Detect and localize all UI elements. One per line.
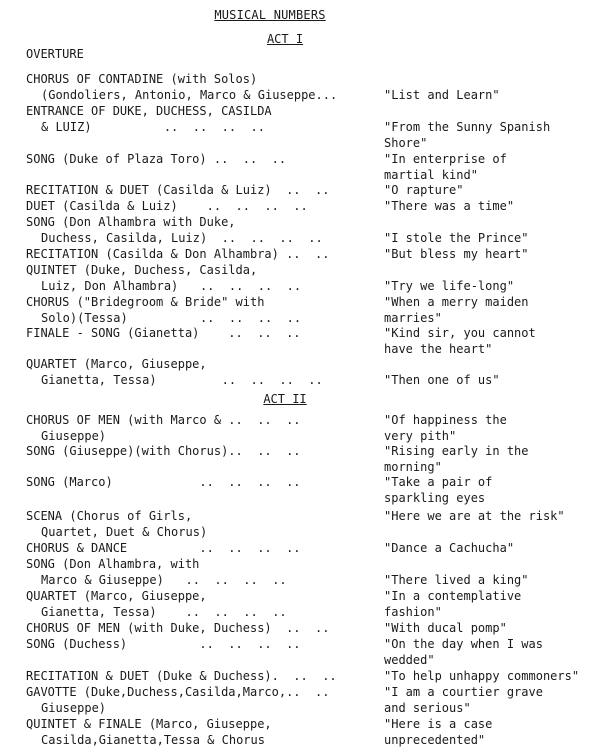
number-title (26, 262, 381, 294)
song-first-line-text: morning" (384, 460, 442, 474)
song-first-line-text (384, 214, 600, 230)
number-title (26, 151, 381, 167)
number-title-line: Giuseppe) (41, 429, 107, 443)
number-title-line: QUARTET (Marco, Giuseppe, (26, 589, 207, 603)
number-title-line: CHORUS OF MEN (with Duke, Duchess) .. .. (26, 621, 330, 635)
song-first-line-text: "O rapture" (384, 183, 464, 197)
song-first-line-text: fashion" (384, 605, 442, 619)
song-first-line (384, 588, 600, 620)
number-title-line: FINALE - SONG (Gianetta) .. .. .. (26, 326, 301, 340)
number-title-line: RECITATION & DUET (Casilda & Luiz) .. .. (26, 183, 330, 197)
number-title-line: ENTRANCE OF DUKE, DUCHESS, CASILDA (26, 104, 272, 118)
number-title (26, 325, 381, 341)
song-first-line-text: wedded" (384, 653, 435, 667)
song-first-line-text: "With ducal pomp" (384, 621, 507, 635)
song-first-line-text: "Here is a case (384, 717, 493, 731)
song-first-line (384, 540, 600, 556)
number-title (26, 556, 381, 588)
song-first-line-text: "There lived a king" (384, 573, 529, 587)
song-first-line-text: "From the Sunny Spanish (384, 120, 551, 134)
number-title-line: SCENA (Chorus of Girls, (26, 509, 193, 523)
song-first-line (384, 103, 600, 151)
song-first-line (384, 71, 600, 103)
song-first-line (384, 294, 600, 326)
number-title (26, 474, 381, 490)
number-title (26, 636, 381, 652)
song-first-line (384, 620, 600, 636)
song-first-line-text: "To help unhappy commoners" (384, 669, 580, 683)
number-title-line: RECITATION & DUET (Duke & Duchess). .. .. (26, 669, 337, 683)
song-first-line (384, 262, 600, 294)
song-first-line-text: "I am a courtier grave (384, 685, 543, 699)
song-first-line-text: "Of happiness the (384, 413, 507, 427)
number-title-line: SONG (Giuseppe)(with Chorus).. .. .. (26, 444, 301, 458)
number-title-line: SONG (Don Alhambra with Duke, (26, 215, 236, 229)
number-title-line: CHORUS & DANCE .. .. .. .. (26, 541, 301, 555)
number-title (26, 294, 381, 326)
song-first-line-text: "Kind sir, you cannot (384, 326, 536, 340)
song-first-line (384, 198, 600, 214)
song-first-line (384, 325, 600, 357)
song-first-line (384, 443, 600, 475)
song-first-line-text: "Try we life-long" (384, 279, 515, 293)
number-title-line: CHORUS ("Bridegroom & Bride" with (26, 295, 265, 309)
song-first-line-text: "List and Learn" (384, 88, 500, 102)
song-first-line-text: and serious" (384, 701, 471, 715)
song-first-line (384, 668, 600, 684)
number-title-line: CHORUS OF CONTADINE (with Solos) (26, 72, 258, 86)
number-title (26, 508, 381, 540)
song-first-line-text: "There was a time" (384, 199, 515, 213)
song-first-line-text: sparkling eyes (384, 491, 486, 505)
number-title-line: Solo)(Tessa) .. .. .. .. (41, 311, 302, 325)
page-title: MUSICAL NUMBERS (214, 8, 326, 22)
song-first-line-text: have the heart" (384, 342, 493, 356)
song-first-line (384, 151, 600, 183)
song-first-line-text: "On the day when I was (384, 637, 543, 651)
song-first-line (384, 508, 600, 524)
act-1-heading: ACT I (266, 32, 304, 46)
number-title (26, 716, 381, 748)
number-title-line: (Gondoliers, Antonio, Marco & Giuseppe... (41, 88, 338, 102)
number-title-line: RECITATION (Casilda & Don Alhambra) .. .. (26, 247, 330, 261)
song-first-line-text: unprecedented" (384, 733, 486, 747)
number-title-line: SONG (Duke of Plaza Toro) .. .. .. (26, 152, 287, 166)
number-title-line: Quartet, Duet & Chorus) (41, 525, 208, 539)
song-first-line (384, 356, 600, 388)
song-first-line-text (384, 103, 600, 119)
number-title (26, 540, 381, 556)
act-2-heading: ACT II (263, 392, 307, 406)
number-title (26, 588, 381, 620)
song-first-line-text: "I stole the Prince" (384, 231, 529, 245)
song-first-line-text: "Then one of us" (384, 373, 500, 387)
number-title (26, 198, 381, 214)
number-title-line: Luiz, Don Alhambra) .. .. .. .. (41, 279, 302, 293)
number-title-line: Casilda,Gianetta,Tessa & Chorus (41, 733, 265, 747)
overture-label: OVERTURE (26, 47, 84, 61)
number-title-line: QUINTET & FINALE (Marco, Giuseppe, (26, 717, 272, 731)
song-first-line-text: martial kind" (384, 168, 478, 182)
song-first-line (384, 182, 600, 198)
song-first-line (384, 636, 600, 668)
number-title-line: Marco & Giuseppe) .. .. .. .. (41, 573, 287, 587)
song-first-line-text (384, 262, 600, 278)
number-title (26, 684, 381, 716)
song-first-line-text: "Dance a Cachucha" (384, 541, 515, 555)
number-title-line: CHORUS OF MEN (with Marco & .. .. .. (26, 413, 301, 427)
song-first-line (384, 684, 600, 716)
song-first-line-text: Shore" (384, 136, 428, 150)
number-title-line: & LUIZ) .. .. .. .. (41, 120, 265, 134)
song-first-line-text: marries" (384, 311, 442, 325)
number-title (26, 71, 381, 103)
number-title-line: Gianetta, Tessa) .. .. .. .. (41, 373, 323, 387)
song-first-line (384, 214, 600, 246)
number-title (26, 182, 381, 198)
number-title-line: QUARTET (Marco, Giuseppe, (26, 357, 207, 371)
song-first-line (384, 716, 600, 748)
number-title-line: QUINTET (Duke, Duchess, Casilda, (26, 263, 258, 277)
number-title-line: Duchess, Casilda, Luiz) .. .. .. .. (41, 231, 323, 245)
song-first-line-text: "Rising early in the (384, 444, 529, 458)
song-first-line (384, 246, 600, 262)
song-first-line-text: "But bless my heart" (384, 247, 529, 261)
number-title (26, 356, 381, 388)
song-first-line-text: very pith" (384, 429, 457, 443)
song-first-line (384, 474, 600, 506)
number-title-line: SONG (Don Alhambra, with (26, 557, 200, 571)
song-first-line-text (384, 356, 600, 372)
song-first-line-text (384, 556, 600, 572)
number-title-line: SONG (Duchess) .. .. .. .. (26, 637, 301, 651)
song-first-line-text: "In enterprise of (384, 152, 507, 166)
song-first-line-text (384, 71, 600, 87)
number-title (26, 412, 381, 444)
song-first-line (384, 412, 600, 444)
song-first-line-text: "Here we are at the risk" (384, 509, 565, 523)
number-title-line: SONG (Marco) .. .. .. .. (26, 475, 301, 489)
number-title-line: DUET (Casilda & Luiz) .. .. .. .. (26, 199, 308, 213)
number-title (26, 443, 381, 459)
song-first-line-text: "In a contemplative (384, 589, 522, 603)
number-title-line: Giuseppe) (41, 701, 107, 715)
number-title-line: Gianetta, Tessa) .. .. .. .. (41, 605, 287, 619)
number-title (26, 668, 381, 684)
number-title (26, 246, 381, 262)
number-title-line: GAVOTTE (Duke,Duchess,Casilda,Marco,.. .. (26, 685, 330, 699)
number-title (26, 103, 381, 135)
song-first-line-text: "Take a pair of (384, 475, 493, 489)
song-first-line (384, 556, 600, 588)
song-first-line-text: "When a merry maiden (384, 295, 529, 309)
number-title (26, 214, 381, 246)
number-title (26, 620, 381, 636)
